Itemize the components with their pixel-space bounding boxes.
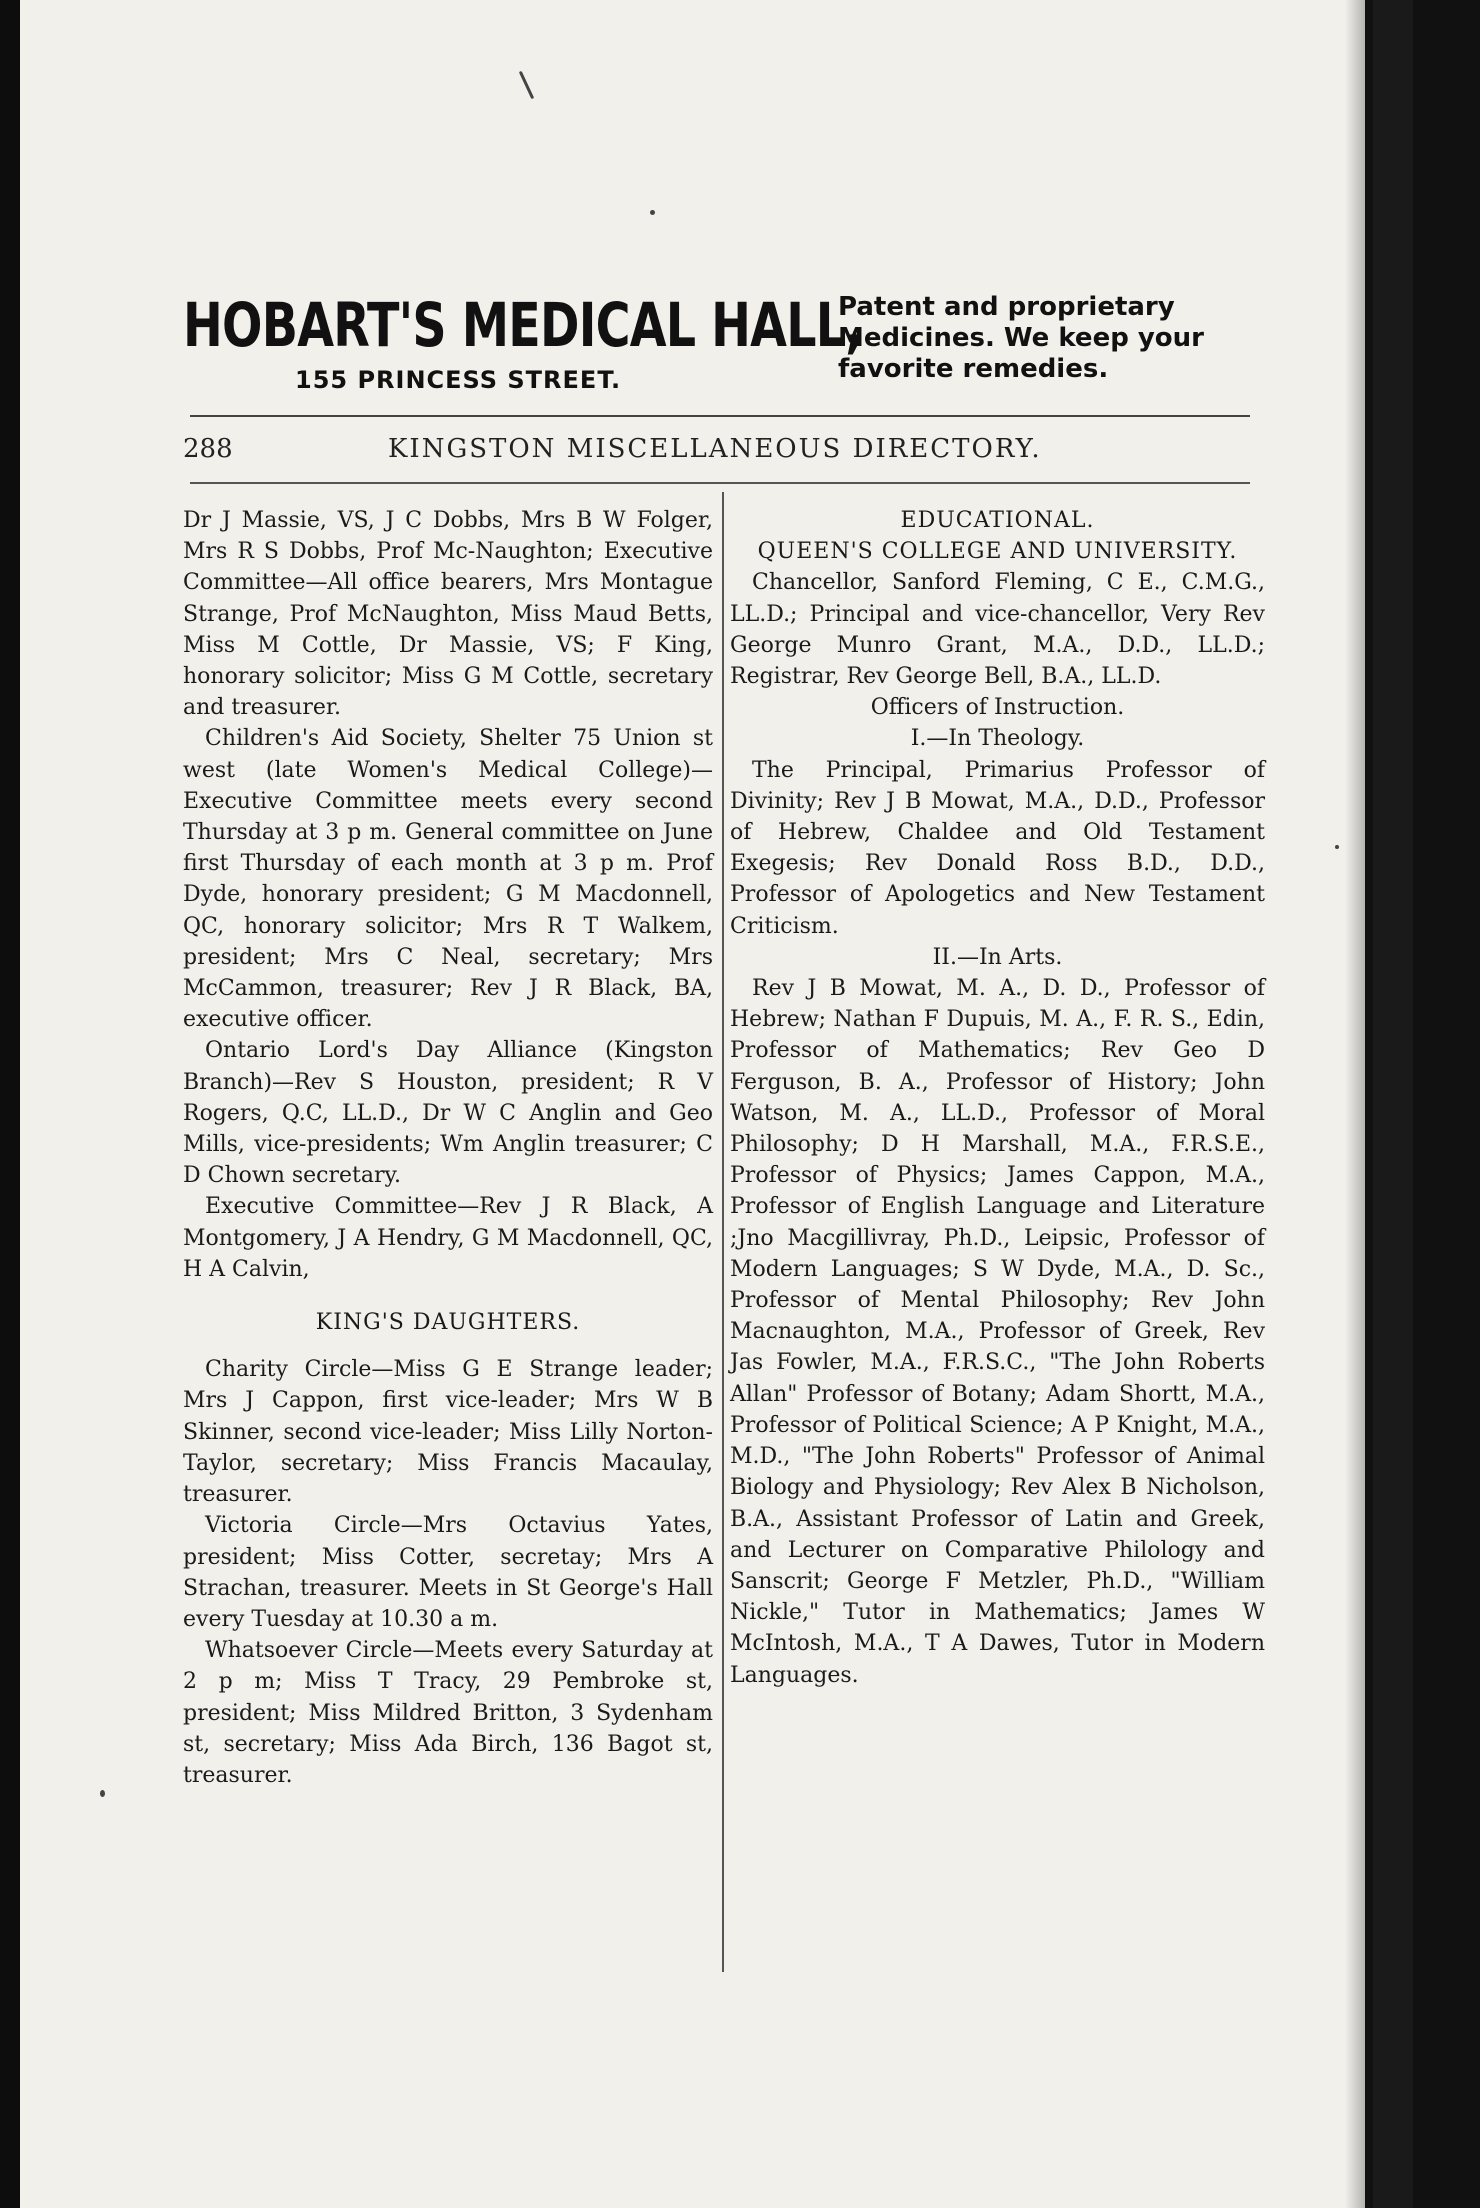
- paragraph: Chancellor, Sanford Fleming, C E., C.M.G., LL.D.; Principal and vice-chancellor, Very Rev George Munro Grant, M.A., D.D., LL.D.; Registrar, Rev George Bell, B.A., LL.D.: [730, 570, 1265, 690]
- column-divider: [722, 492, 724, 1972]
- scan-edge-strip: [1373, 0, 1413, 2208]
- advertisement: [183, 290, 1283, 400]
- paragraph: Children's Aid Society, Shelter 75 Union st west (late Women's Medical College)—Executive Committee meets every second Thursday at 3 p m. General committee on June first Thursday of each month at 3 p m. Prof Dyde, honorary president; G M Macdonnell, QC, honorary solicitor; Mrs R T Walkem, president; Mrs C Neal, secretary; Mrs McCammon, treasurer; Rev J R Black, BA, executive officer.: [183, 726, 713, 1033]
- section-heading: KING'S DAUGHTERS.: [315, 1310, 581, 1336]
- subheading: II.—In Arts.: [932, 944, 1063, 970]
- ad-title: HOBART'S MEDICAL HALL,: [183, 290, 863, 361]
- ink-speck: [1335, 845, 1339, 849]
- paragraph: Ontario Lord's Day Alliance (Kingston Branch)—Rev S Houston, president; R V Rogers, Q.C, LL.D., Dr W C Anglin and Geo Mills, vice-presidents; Wm Anglin treasurer; C D Chown secretary.: [183, 1038, 713, 1189]
- ad-tagline-line: Patent and proprietary: [838, 292, 1175, 322]
- ad-address: 155 PRINCESS STREET.: [295, 366, 622, 394]
- right-column: [730, 505, 1265, 1691]
- section-heading: QUEEN'S COLLEGE AND UNIVERSITY.: [757, 539, 1238, 565]
- page-title: KINGSTON MISCELLANEOUS DIRECTORY.: [388, 434, 1042, 464]
- ink-speck: [519, 71, 534, 99]
- subheading: I.—In Theology.: [910, 726, 1085, 752]
- left-column: [183, 505, 713, 1791]
- ad-tagline-line: Medicines. We keep your: [838, 323, 1205, 353]
- paragraph: The Principal, Primarius Professor of Divinity; Rev J B Mowat, M.A., D.D., Professor of Hebrew, Chaldee and Old Testament Exegesis; Rev Donald Ross B.D., D.D., Professor of Apologetics and New Testament Criticism.: [730, 757, 1265, 939]
- scan-edge: [1365, 0, 1480, 2208]
- ink-speck: [100, 1790, 105, 1797]
- paragraph: Executive Committee—Rev J R Black, A Montgomery, J A Hendry, G M Macdonnell, QC, H A Calvin,: [183, 1194, 713, 1282]
- section-heading: EDUCATIONAL.: [900, 508, 1095, 533]
- scanned-page: [20, 0, 1365, 2208]
- paragraph: Victoria Circle—Mrs Octavius Yates, president; Miss Cotter, secretay; Mrs A Strachan, treasurer. Meets in St George's Hall every Tuesday at 10.30 a m.: [183, 1513, 713, 1632]
- ad-tagline-line: favorite remedies.: [838, 354, 1109, 384]
- subheading: Officers of Instruction.: [870, 695, 1125, 721]
- paragraph: Charity Circle—Miss G E Strange leader; Mrs J Cappon, first vice-leader; Mrs W B Skinner, second vice-leader; Miss Lilly Norton-Taylor, secretary; Miss Francis Macaulay, treasurer.: [183, 1357, 713, 1508]
- page-number: 288: [183, 434, 233, 464]
- paragraph: Dr J Massie, VS, J C Dobbs, Mrs B W Folger, Mrs R S Dobbs, Prof Mc-Naughton; Executive Committee—All office bearers, Mrs Montague Strange, Prof McNaughton, Miss Maud Betts, Miss M Cottle, Dr Massie, VS; F King, honorary solicitor; Miss G M Cottle, secretary and treasurer.: [183, 508, 713, 721]
- ad-tagline: [838, 292, 1268, 385]
- paragraph: Rev J B Mowat, M. A., D. D., Professor of Hebrew; Nathan F Dupuis, M. A., F. R. S., Edin, Professor of Mathematics; Rev Geo D Ferguson, B. A., Professor of History; John Watson, M. A., LL.D., Professor of Moral Philosophy; D H Marshall, M.A., F.R.S.E., Professor of Physics; James Cappon, M.A., Professor of English Language and Literature ;Jno Macgillivray, Ph.D., Leipsic, Professor of Modern Languages; S W Dyde, M.A., D. Sc., Professor of Mental Philosophy; Rev John Macnaughton, M.A., Professor of Greek, Rev Jas Fowler, M.A., F.R.S.C., "The John Roberts Allan" Professor of Botany; Adam Shortt, M.A., Professor of Political Science; A P Knight, M.A., M.D., "The John Roberts" Professor of Animal Biology and Physiology; Rev Alex B Nicholson, B.A., Assistant Professor of Latin and Greek, and Lecturer on Comparative Philology and Sanscrit; George F Metzler, Ph.D., "William Nickle," Tutor in Mathematics; James W McIntosh, M.A., T A Dawes, Tutor in Modern Languages.: [730, 976, 1265, 1688]
- paragraph: Whatsoever Circle—Meets every Saturday at 2 p m; Miss T Tracy, 29 Pembroke st, president; Miss Mildred Britton, 3 Sydenham st, secretary; Miss Ada Birch, 136 Bagot st, treasurer.: [183, 1638, 713, 1788]
- advertisement-rule: [190, 415, 1250, 417]
- header-rule: [190, 482, 1250, 484]
- running-head: [183, 434, 1183, 474]
- ink-speck: [650, 210, 655, 215]
